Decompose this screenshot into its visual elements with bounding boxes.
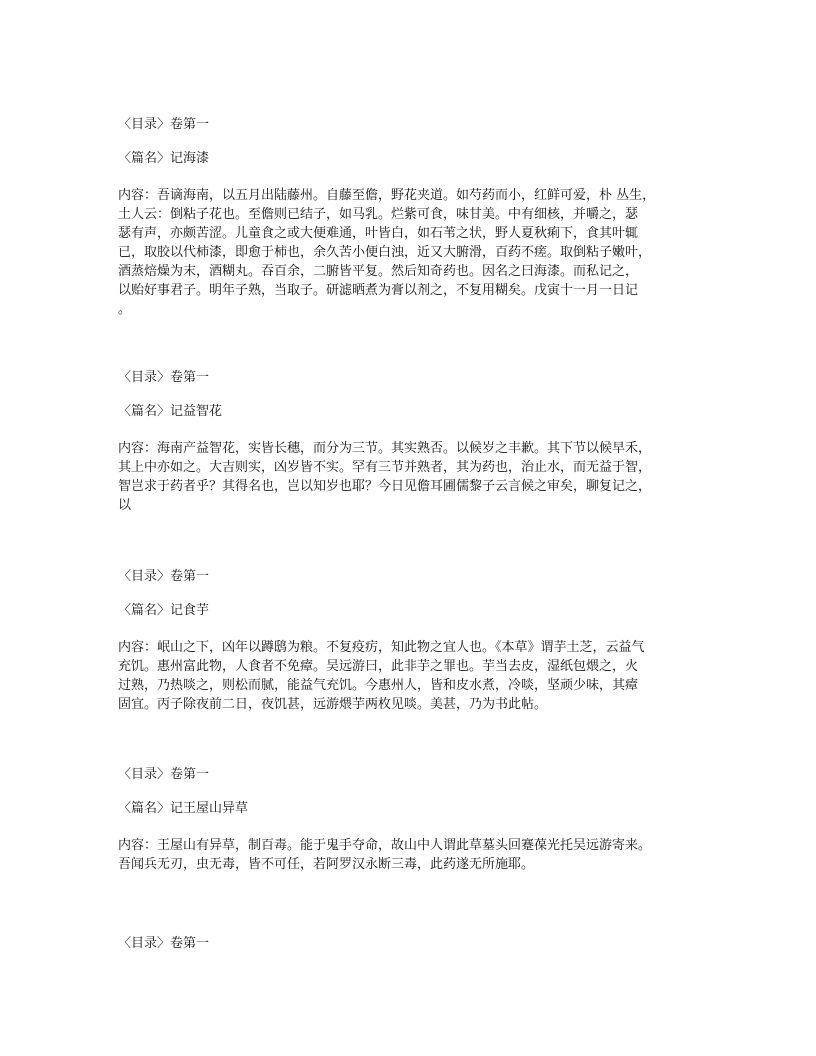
- entry-title: 〈篇名〉记海漆: [118, 151, 210, 166]
- entry-content: [118, 836, 651, 874]
- content-line: 内容：岷山之下，凶年以蹲鸱为粮。不复疫疠，知此物之宜人也。《本草》谓芋土芝，云益气: [118, 640, 645, 655]
- entry-content: [118, 186, 655, 319]
- content-line: 内容：吾谪海南，以五月出陆藤州。自藤至儋，野花夹道。如芍药而小，红鲜可爱，朴 丛生，: [118, 188, 656, 203]
- catalog-heading: 〈目录〉卷第一: [118, 767, 210, 782]
- content-line: 固宜。丙子除夜前二日，夜饥甚，远游煨芋两枚见啖。美甚，乃为书此帖。: [118, 697, 548, 712]
- content-line: 过熟，乃热啖之，则松而腻，能益气充饥。今惠州人，皆和皮水煮，冷啖，坚顽少味，其瘴: [118, 678, 639, 693]
- content-line: 。: [118, 302, 132, 317]
- entry-title: 〈篇名〉记益智花: [118, 404, 223, 419]
- content-line: 其上中亦如之。大吉则实，凶岁皆不实。罕有三节并熟者，其为药也，治止水，而无益于智，: [118, 460, 652, 475]
- content-line: 内容：海南产益智花，实皆长穗，而分为三节。其实熟否。以候岁之丰歉。其下节以候早禾，: [118, 441, 652, 456]
- content-line: 土人云：倒粘子花也。至儋则已结子，如马乳。烂紫可食，味甘美。中有细核，并嚼之，瑟: [118, 207, 639, 222]
- entry-title: 〈篇名〉记王屋山异草: [118, 801, 249, 816]
- content-line: 瑟有声，亦颇苦涩。儿童食之或大便难通，叶皆白，如石苇之状，野人夏秋痢下，食其叶辄: [118, 226, 639, 241]
- catalog-heading: 〈目录〉卷第一: [118, 117, 210, 132]
- content-line: 充饥。惠州富此物，人食者不免瘴。吴远游曰，此非芋之罪也。芋当去皮，湿纸包煨之，火: [118, 659, 639, 674]
- content-line: 智岂求于药者乎？其得名也，岂以知岁也耶？今日见儋耳圃儒黎子云言候之审矣，聊复记之，: [118, 479, 652, 494]
- catalog-heading: 〈目录〉卷第一: [118, 370, 210, 385]
- catalog-heading: 〈目录〉卷第一: [118, 569, 210, 584]
- content-line: 内容：王屋山有异草，制百毒。能于鬼手夺命，故山中人谓此草墓头回蹇葆光托吴远游寄来。: [118, 838, 652, 853]
- content-line: 以贻好事君子。明年子熟，当取子。研滤晒煮为膏以剂之，不复用糊矣。戊寅十一月一日记: [118, 283, 639, 298]
- content-line: 已，取胶以代柿漆，即愈于柿也，余久苦小便白浊，近又大腑滑，百药不瘥。取倒粘子嫩叶，: [118, 245, 652, 260]
- entry-content: [118, 638, 645, 714]
- entry-content: [118, 439, 651, 515]
- entry-title: 〈篇名〉记食芋: [118, 603, 210, 618]
- catalog-heading: 〈目录〉卷第一: [118, 936, 210, 951]
- content-line: 以: [118, 498, 132, 513]
- content-line: 酒蒸焙燥为末，酒糊丸。吞百余，二腑皆平复。然后知奇药也。因名之曰海漆。而私记之，: [118, 264, 639, 279]
- content-line: 吾闻兵无刃，虫无毒，皆不可任，若阿罗汉永断三毒，此药遂无所施耶。: [118, 857, 535, 872]
